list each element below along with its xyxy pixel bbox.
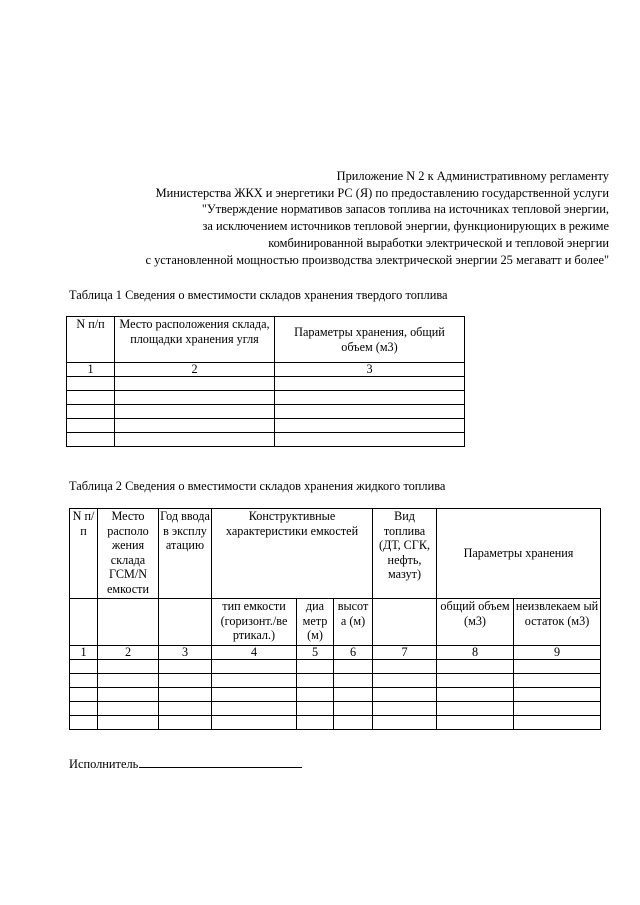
table-row <box>70 716 601 730</box>
appendix-header <box>146 168 610 268</box>
executor-label: Исполнитель <box>69 757 139 771</box>
table-row <box>70 688 601 702</box>
table-solid-fuel-storage <box>66 316 465 447</box>
t1-header-params: Параметры хранения, общий объем (м3) <box>275 317 465 363</box>
t2-header-constructive: Конструктивные характеристики емкостей <box>212 509 373 599</box>
t2-header-place: Место располо жения склада ГСМ/N емкости <box>98 509 159 599</box>
table-row <box>67 391 465 405</box>
t1-col-number: 3 <box>275 363 465 377</box>
t2-col-number: 6 <box>334 646 373 660</box>
header-line-1: Приложение N 2 к Административному регламенту <box>336 169 609 183</box>
header-line-4: за исключением источников тепловой энергии, функционирующих в режиме <box>202 219 609 234</box>
t1-col-number: 2 <box>115 363 275 377</box>
t2-header-residual: неизвлекаем ый остаток (м3) <box>514 599 601 646</box>
header-line-6: с установленной мощностью производства электрической энергии 25 мегаватт и более" <box>145 252 609 267</box>
t2-header-total: общий объем (м3) <box>437 599 514 646</box>
t2-header-n: N п/п <box>70 509 98 599</box>
table-row <box>67 433 465 447</box>
t1-header-n: N п/п <box>67 317 115 363</box>
table1-caption: Таблица 1 Сведения о вместимости складов хранения твердого топлива <box>69 288 448 302</box>
t2-col-number: 5 <box>297 646 334 660</box>
t2-header-diameter: диа метр (м) <box>297 599 334 646</box>
t1-col-number: 1 <box>67 363 115 377</box>
t2-col-number: 1 <box>70 646 98 660</box>
executor-signature-line[interactable] <box>139 756 302 768</box>
t2-col-number: 9 <box>514 646 601 660</box>
table-row <box>70 674 601 688</box>
t2-header-fuel: Вид топлива (ДТ, СГК, нефть, мазут) <box>373 509 437 599</box>
t2-header-params: Параметры хранения <box>437 509 601 599</box>
table-row <box>70 702 601 716</box>
table-row <box>67 377 465 391</box>
table2-caption: Таблица 2 Сведения о вместимости складов хранения жидкого топлива <box>69 479 446 493</box>
t2-col-number: 3 <box>159 646 212 660</box>
t2-col-number: 4 <box>212 646 297 660</box>
t2-col-number: 8 <box>437 646 514 660</box>
table-row <box>67 419 465 433</box>
t2-col-number: 7 <box>373 646 437 660</box>
table-liquid-fuel-storage <box>69 508 601 730</box>
t2-header-year: Год ввода в эксплу атацию <box>159 509 212 599</box>
header-line-2: Министерства ЖКХ и энергетики РС (Я) по предоставлению государственной услуги <box>155 185 609 200</box>
header-line-5: комбинированной выработки электрической и тепловой энергии <box>268 235 609 250</box>
table-row <box>67 405 465 419</box>
executor-signature <box>69 756 302 772</box>
t1-header-place: Место расположения склада, площадки хранения угля <box>115 317 275 363</box>
t2-header-height: высот а (м) <box>334 599 373 646</box>
t2-col-number: 2 <box>98 646 159 660</box>
header-line-3: "Утверждение нормативов запасов топлива на источниках тепловой энергии, <box>201 202 609 217</box>
table-row <box>70 660 601 674</box>
t2-header-type: тип емкости (горизонт./ве ртикал.) <box>212 599 297 646</box>
